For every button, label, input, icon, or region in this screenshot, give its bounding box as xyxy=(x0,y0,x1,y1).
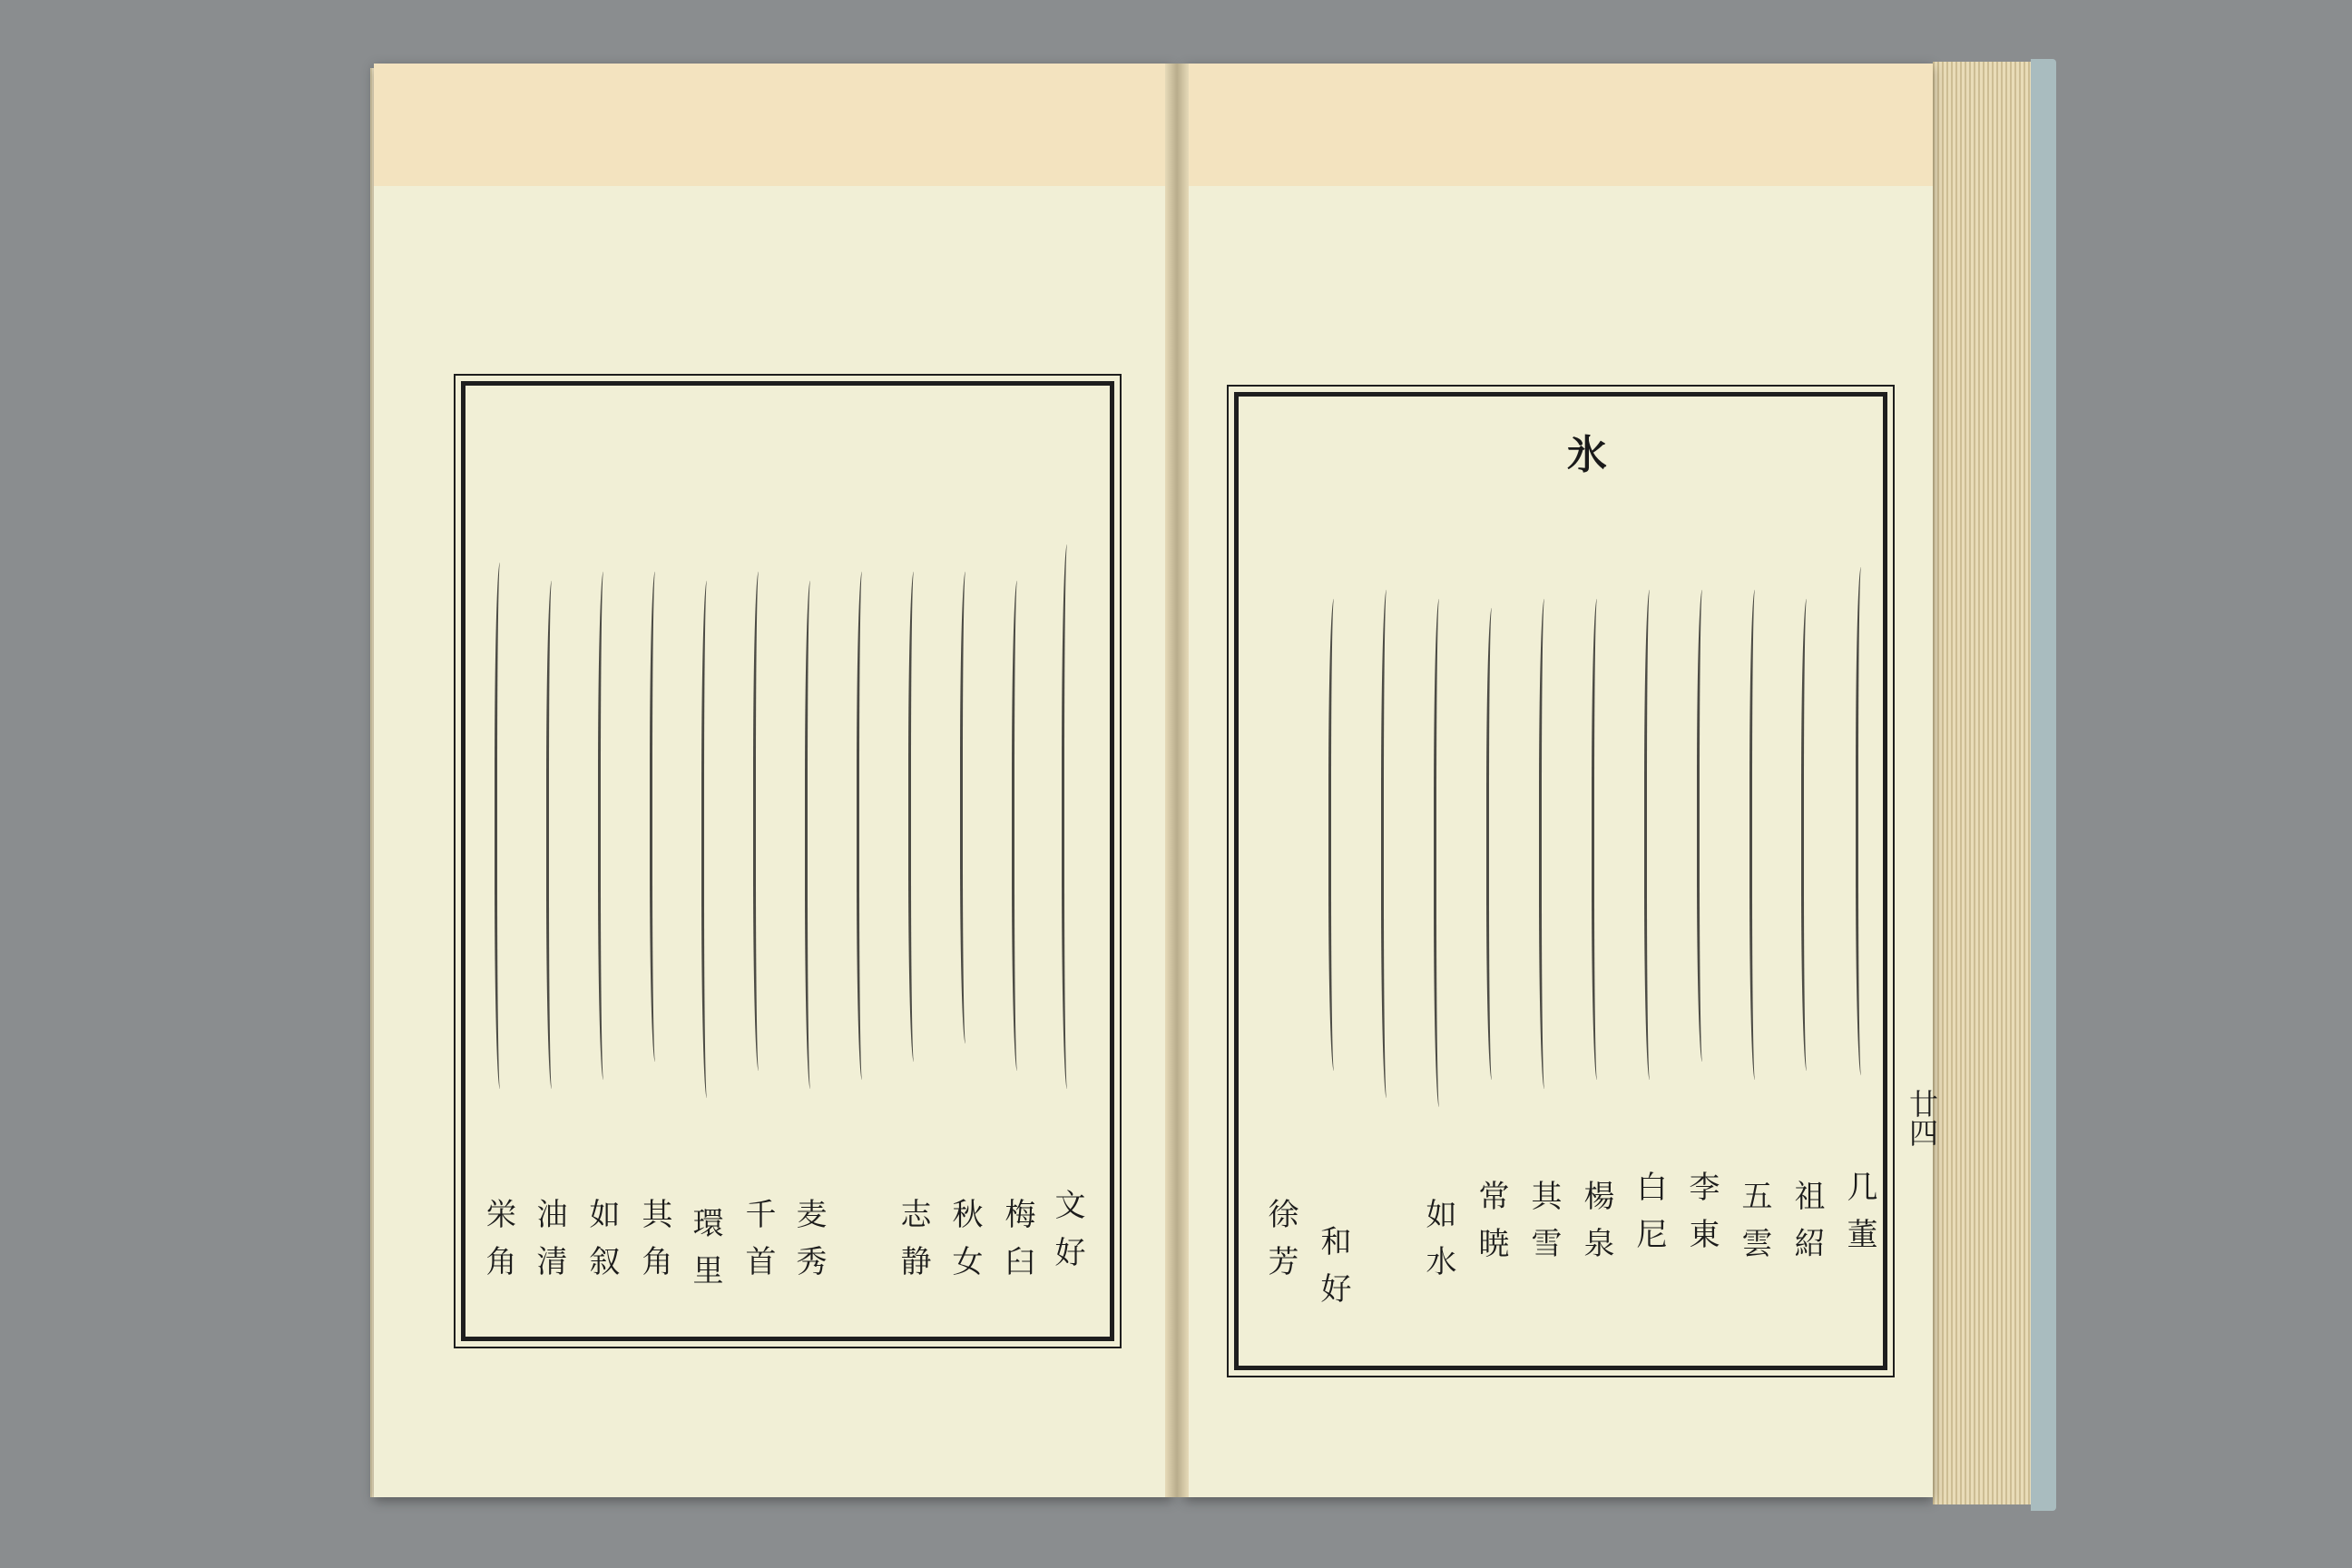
left-verse-stroke xyxy=(546,581,560,1089)
left-verse-stroke xyxy=(857,572,870,1080)
left-verse-stroke xyxy=(1012,581,1025,1071)
left-author-6: 千首 xyxy=(740,1198,776,1292)
left-author-1: 文好 xyxy=(1049,1189,1085,1283)
left-author-10: 油清 xyxy=(531,1198,567,1292)
right-verse-stroke xyxy=(1539,599,1553,1089)
right-author-2: 祖紹 xyxy=(1788,1180,1825,1274)
left-author-3: 秋女 xyxy=(946,1198,983,1292)
left-verse-stroke xyxy=(960,572,974,1044)
right-verse-stroke xyxy=(1856,567,1869,1075)
right-author-3: 五雲 xyxy=(1736,1180,1772,1274)
right-page-edges xyxy=(1933,62,2042,1504)
left-author-4: 志静 xyxy=(895,1198,931,1292)
right-verse-stroke xyxy=(1381,590,1395,1098)
left-author-7: 環里 xyxy=(687,1207,723,1301)
left-verse-stroke xyxy=(701,581,715,1098)
book-gutter xyxy=(1165,64,1189,1497)
left-author-5: 麦秀 xyxy=(790,1198,827,1292)
left-author-2: 梅臼 xyxy=(999,1198,1035,1292)
right-author-9: 如水 xyxy=(1420,1198,1456,1292)
left-author-11: 栄角 xyxy=(480,1198,516,1292)
right-verse-stroke xyxy=(1592,599,1605,1080)
right-author-10: 和好 xyxy=(1315,1225,1351,1319)
left-verse-stroke xyxy=(650,572,663,1062)
right-author-8: 常暁 xyxy=(1473,1180,1509,1274)
right-verse-stroke xyxy=(1697,590,1710,1062)
page-title: 氷 xyxy=(1567,432,1607,478)
right-verse-stroke xyxy=(1801,599,1815,1071)
right-author-4: 李東 xyxy=(1683,1171,1720,1265)
left-verse-stroke xyxy=(598,572,612,1080)
page-number: 廿四 xyxy=(1905,1089,1939,1147)
right-verse-stroke xyxy=(1749,590,1763,1080)
left-verse-stroke xyxy=(495,563,508,1089)
left-verse-stroke xyxy=(805,581,818,1089)
left-verse-stroke xyxy=(753,572,767,1071)
book-cover-edge xyxy=(2031,59,2056,1511)
right-author-5: 白尼 xyxy=(1631,1171,1667,1265)
left-author-9: 如叙 xyxy=(583,1198,620,1292)
right-verse-stroke xyxy=(1644,590,1658,1080)
right-verse-stroke xyxy=(1434,599,1447,1107)
right-author-7: 其雪 xyxy=(1525,1180,1562,1274)
right-verse-stroke xyxy=(1328,599,1342,1071)
right-author-1: 几董 xyxy=(1841,1171,1877,1265)
right-author-6: 楊泉 xyxy=(1578,1180,1614,1274)
left-verse-stroke xyxy=(1062,544,1075,1089)
right-verse-stroke xyxy=(1486,608,1500,1080)
left-verse-stroke xyxy=(908,572,922,1062)
left-author-8: 其角 xyxy=(636,1198,672,1292)
right-author-11: 徐芳 xyxy=(1262,1198,1298,1292)
